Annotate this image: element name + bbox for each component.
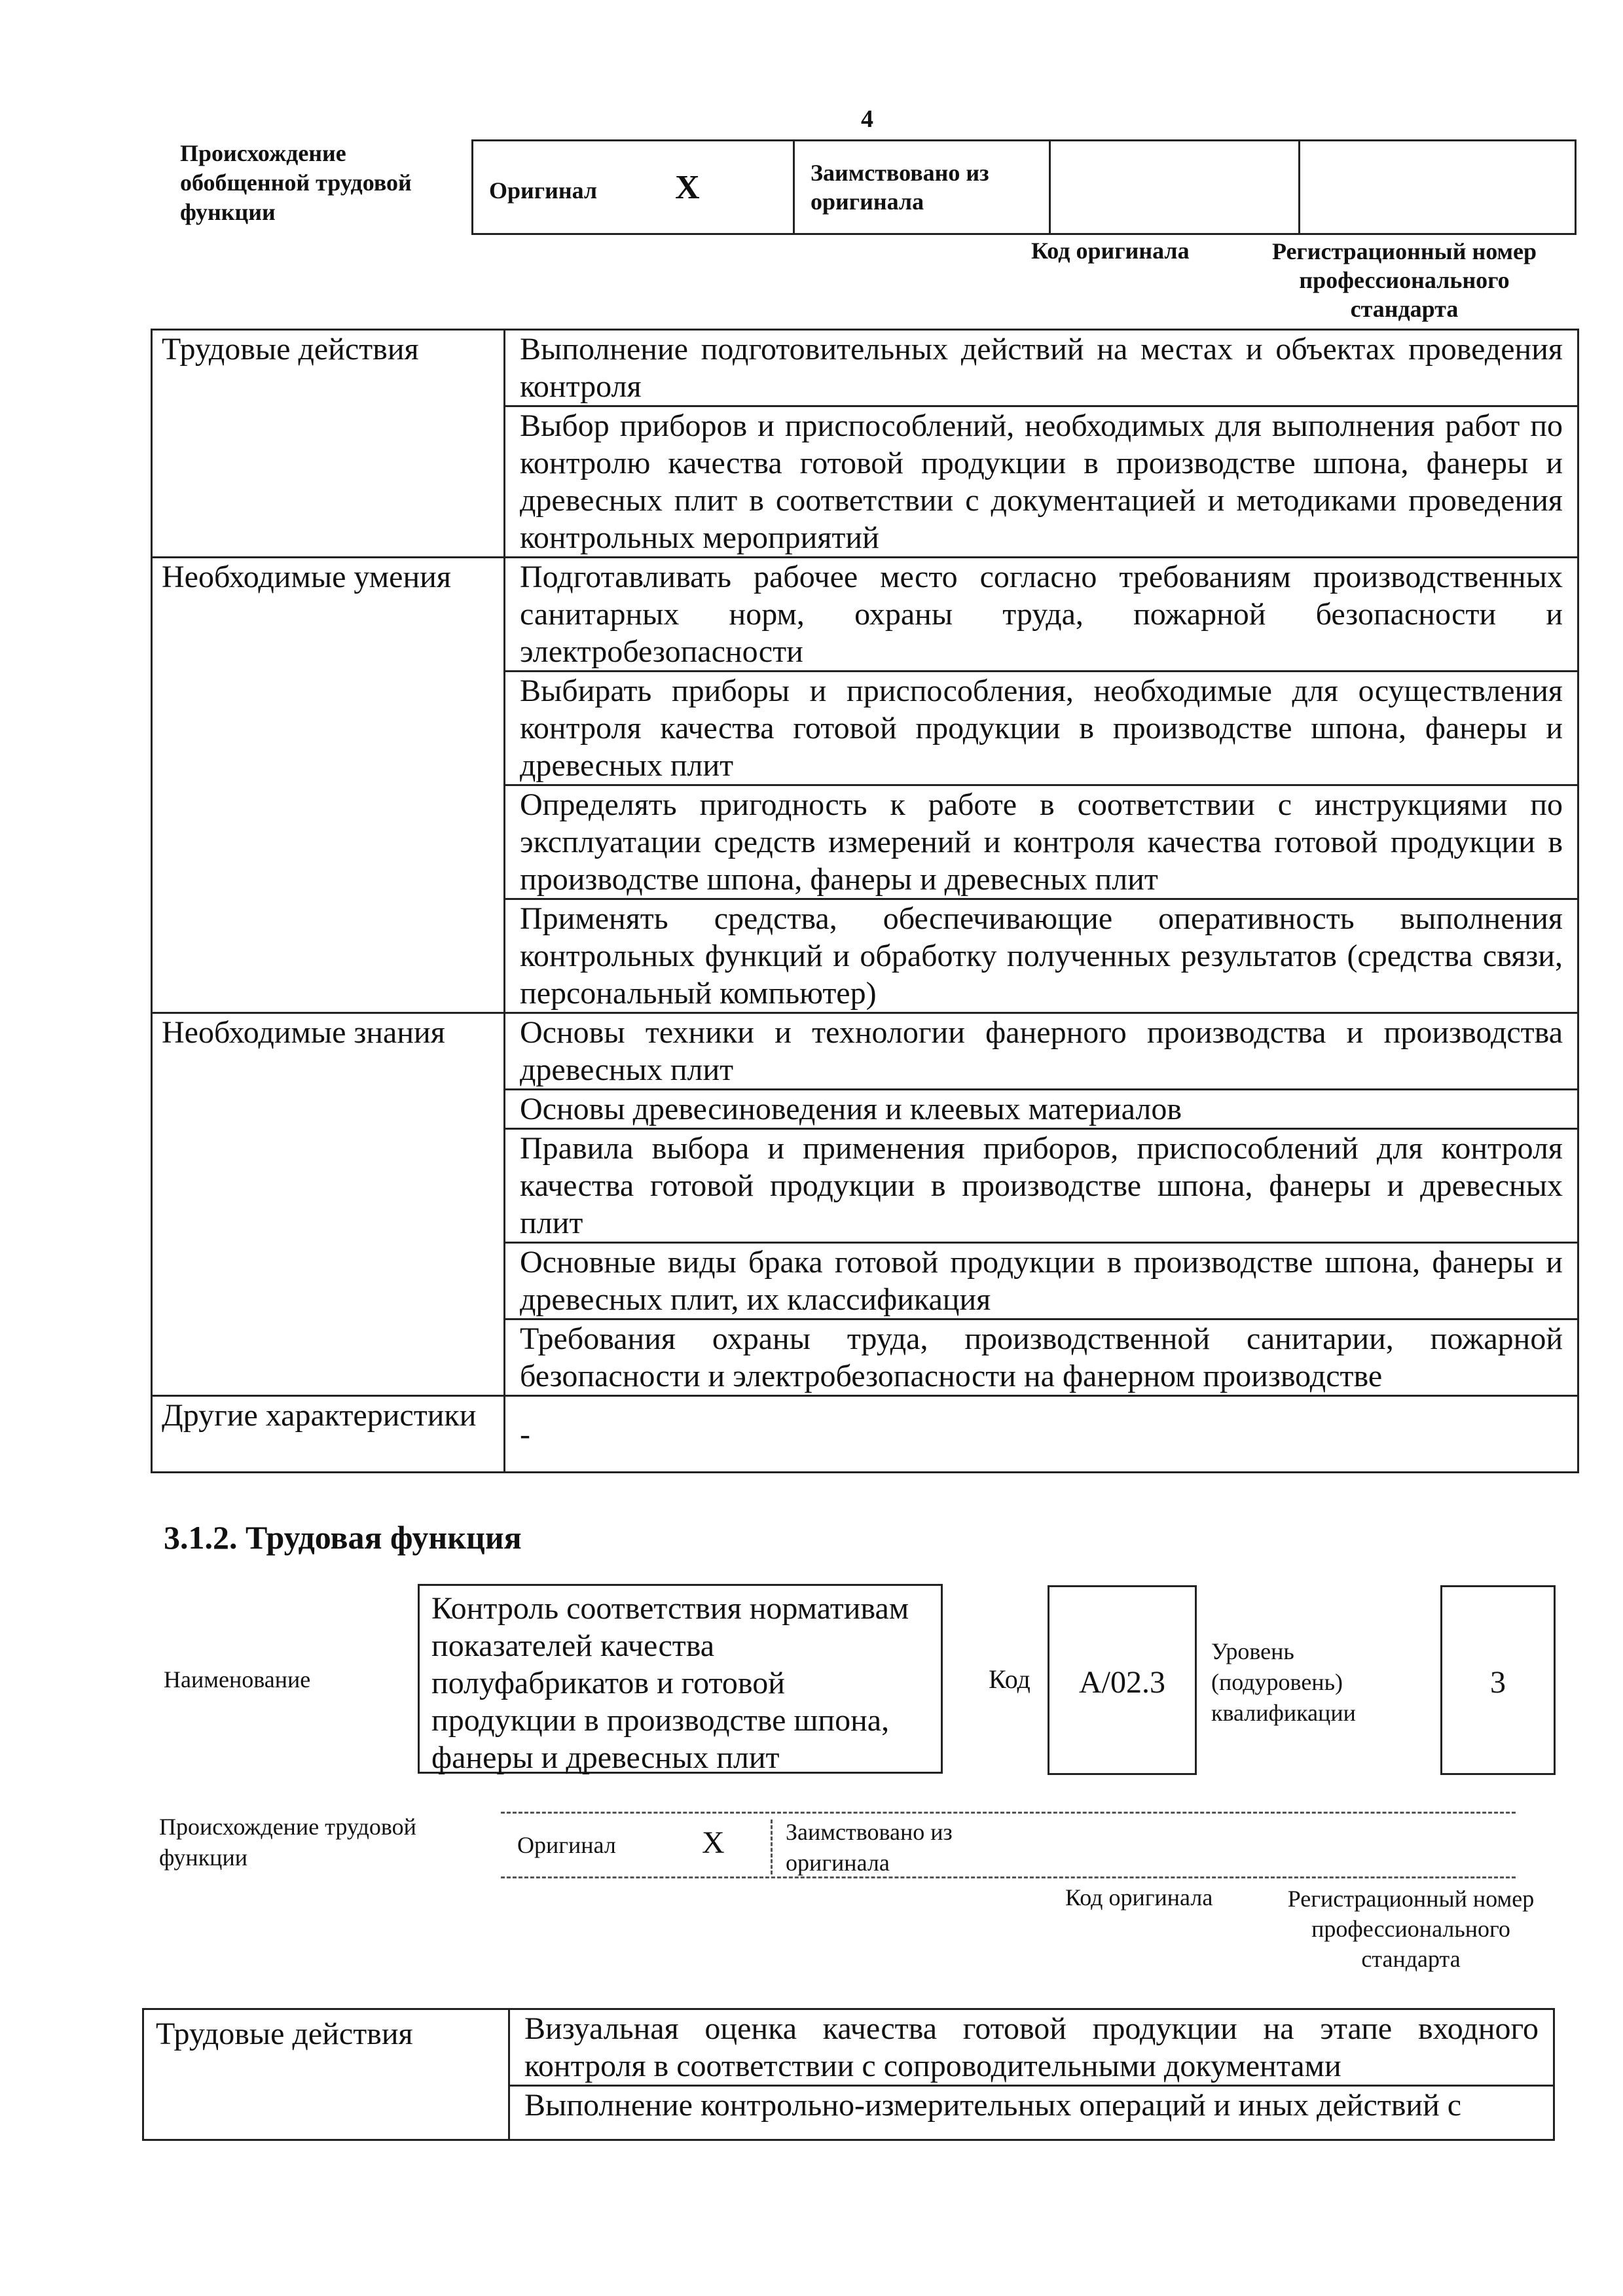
- table-row: [143, 2009, 1554, 2086]
- knowledge-item: Требования охраны труда, производственной санитарии, пожарной безопасности и электробезопасности на фанерном производстве: [505, 1319, 1578, 1396]
- origin-x-mark: X: [675, 168, 700, 206]
- table-row: [152, 330, 1578, 406]
- skills-item: Выбирать приборы и приспособления, необходимые для осуществления контроля качества готовой продукции в производстве шпона, фанеры и древесных плит: [505, 672, 1578, 785]
- origin2-divider: [771, 1820, 773, 1874]
- function-details-table: [151, 329, 1579, 1473]
- code-value: A/02.3: [1048, 1585, 1197, 1775]
- origin-borrowed-label: Заимствовано из оригинала: [811, 160, 989, 215]
- actions-item: Выполнение контрольно-измерительных операций и иных действий с: [509, 2086, 1554, 2140]
- table-row: [152, 1013, 1578, 1090]
- skills-item: Определять пригодность к работе в соответствии с инструкциями по эксплуатации средств измерений и контроля качества готовой продукции в производстве шпона, фанеры и древесных плит: [505, 785, 1578, 899]
- other-value: -: [505, 1396, 1578, 1473]
- name-value: Контроль соответствия нормативам показателей качества полуфабрикатов и готовой продукции в производстве шпона, фанеры и древесных плит: [418, 1584, 943, 1774]
- skills-item: Применять средства, обеспечивающие оперативность выполнения контрольных функций и обработку полученных результатов (средства связи, персональный компьютер): [505, 899, 1578, 1013]
- category-actions-2: Трудовые действия: [143, 2009, 509, 2140]
- origin-borrowed-cell: [794, 141, 1050, 234]
- actions-item: Визуальная оценка качества готовой продукции на этапе входного контроля в соответствии с сопроводительными документами: [509, 2009, 1554, 2086]
- origin2-label: Происхождение трудовой функции: [159, 1814, 416, 1871]
- category-other: Другие характеристики: [152, 1396, 505, 1473]
- origin-table: [471, 139, 1577, 235]
- knowledge-item: Основы техники и технологии фанерного производства и производства древесных плит: [505, 1013, 1578, 1090]
- origin-code-cell: [1050, 141, 1300, 234]
- origin-code-caption: Код оригинала: [1031, 238, 1190, 264]
- level-label: Уровень (подуровень) квалификации: [1211, 1638, 1356, 1726]
- name-label: Наименование: [164, 1666, 311, 1693]
- origin2-code-caption: Код оригинала: [1065, 1884, 1213, 1910]
- origin2-frame: [501, 1812, 1516, 1878]
- table-row: [152, 558, 1578, 672]
- origin2-reg-caption: Регистрационный номер профессионального стандарта: [1287, 1886, 1535, 1972]
- knowledge-item: Основные виды брака готовой продукции в производстве шпона, фанеры и древесных плит, их классификация: [505, 1243, 1578, 1319]
- actions-item: Выбор приборов и приспособлений, необходимых для выполнения работ по контролю качества готовой продукции в производстве шпона, фанеры и древесных плит в соответствии с документацией и методиками проведения контрольных мероприятий: [505, 406, 1578, 558]
- origin-original-cell: [473, 141, 794, 234]
- knowledge-item: Правила выбора и применения приборов, приспособлений для контроля качества готовой продукции в производстве шпона, фанеры и древесных плит: [505, 1129, 1578, 1243]
- origin-reg-caption: Регистрационный номер профессионального стандарта: [1271, 238, 1537, 322]
- level-value: 3: [1440, 1585, 1556, 1775]
- origin2-borrowed-label: Заимствовано из оригинала: [786, 1819, 953, 1876]
- origin-label: Происхождение обобщенной трудовой функции: [180, 140, 412, 225]
- code-label: Код: [989, 1664, 1030, 1694]
- page-number: 4: [861, 105, 873, 133]
- category-knowledge: Необходимые знания: [152, 1013, 505, 1396]
- actions-item: Выполнение подготовительных действий на местах и объектах проведения контроля: [505, 330, 1578, 406]
- category-actions: Трудовые действия: [152, 330, 505, 558]
- knowledge-item: Основы древесиноведения и клеевых материалов: [505, 1090, 1578, 1129]
- origin-original-label: Оригинал: [489, 177, 598, 204]
- function-actions-table: [142, 2008, 1555, 2141]
- origin2-x-mark: X: [702, 1825, 725, 1860]
- origin-reg-cell: [1300, 141, 1576, 234]
- origin2-original-label: Оригинал: [517, 1832, 616, 1858]
- section-title: 3.1.2. Трудовая функция: [164, 1519, 522, 1556]
- skills-item: Подготавливать рабочее место согласно требованиям производственных санитарных норм, охраны труда, пожарной безопасности и электробезопасности: [505, 558, 1578, 672]
- category-skills: Необходимые умения: [152, 558, 505, 1013]
- table-row: [152, 1396, 1578, 1473]
